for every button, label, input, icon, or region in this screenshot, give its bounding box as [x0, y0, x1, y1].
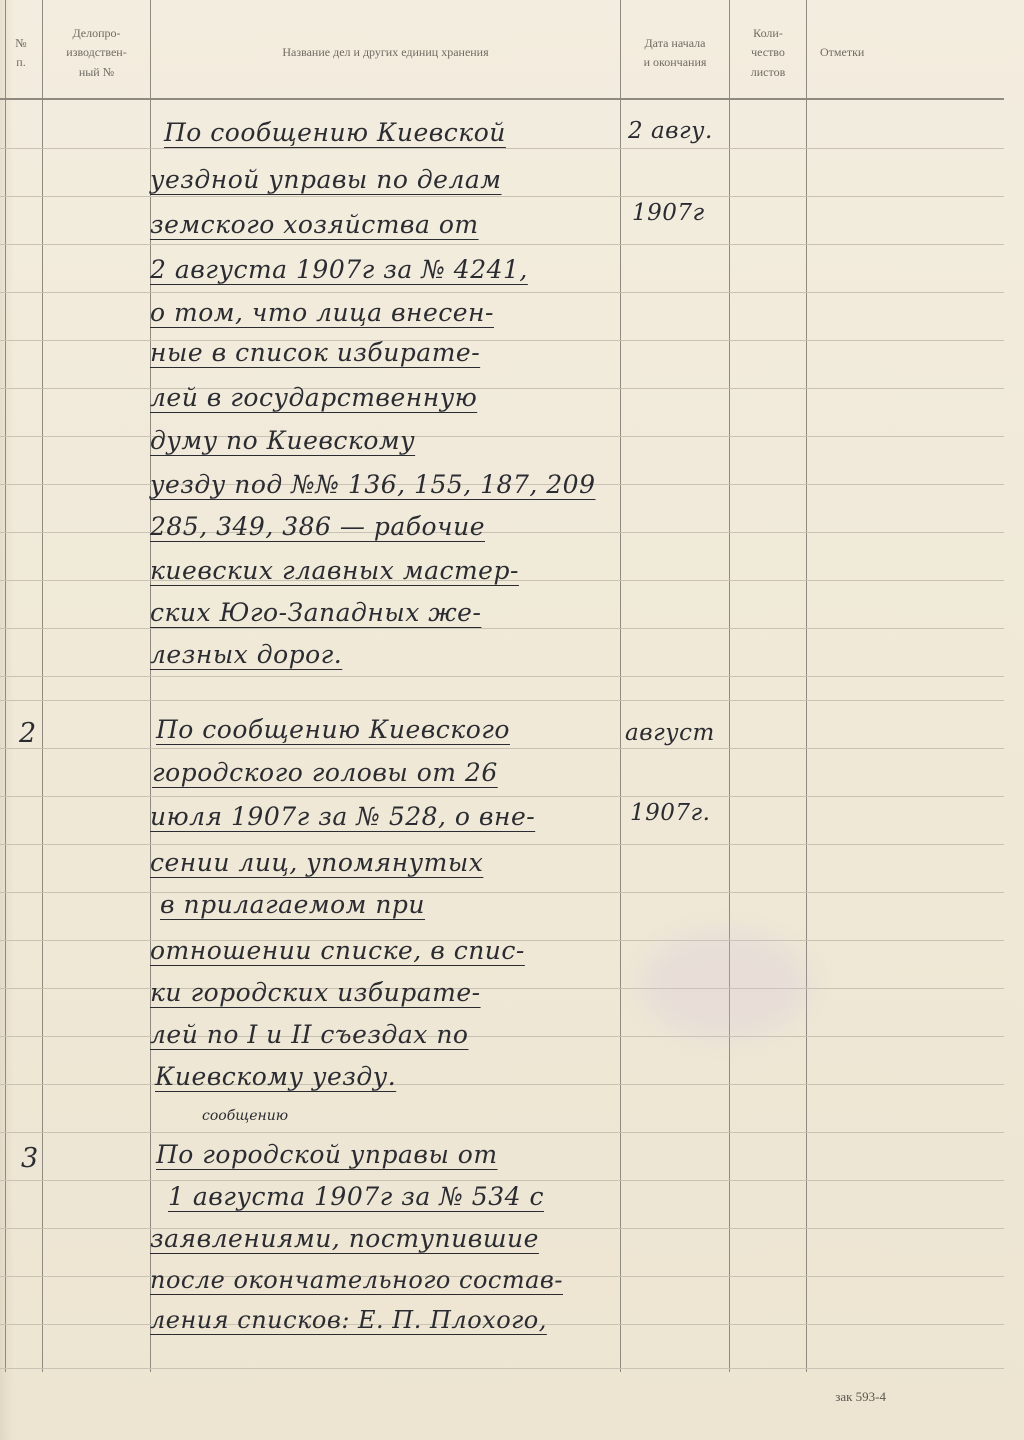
entry-text-line: ки городских избирате-: [150, 978, 481, 1007]
ruled-line: [0, 1132, 1004, 1133]
entry-text-line: думу по Киевскому: [150, 426, 416, 455]
print-order-number: зак 593-4: [835, 1389, 886, 1404]
entry-number: 2: [19, 718, 37, 749]
header-sheets: Коли- чество листов: [750, 26, 786, 79]
entry-text-line: городского головы от 26: [152, 758, 498, 787]
entry-text-line: уездной управы по делам: [150, 165, 502, 194]
ruled-line: [0, 844, 1004, 845]
entry-text-line: лей по I и II съездах по: [150, 1020, 469, 1049]
ruled-line: [0, 676, 1004, 677]
entry-text-line: о том, что лица внесен-: [150, 298, 494, 327]
entry-text-line: 1 августа 1907г за № 534 с: [168, 1182, 544, 1211]
column-divider: [42, 0, 43, 1372]
entry-text-line: июля 1907г за № 528, о вне-: [150, 802, 536, 831]
ruled-line: [0, 1368, 1004, 1369]
entry-text-line: ления списков: Е. П. Плохого,: [150, 1306, 547, 1334]
ruled-line: [0, 1084, 1004, 1085]
entry-text-line: уезду под №№ 136, 155, 187, 209: [150, 470, 596, 499]
entry-text-line: после окончательного состав-: [150, 1266, 563, 1294]
column-divider: [620, 0, 621, 1372]
ruled-line: [0, 196, 1004, 197]
header-bottom-line: [0, 98, 1004, 100]
entry-text-line: ные в список избирате-: [150, 338, 481, 367]
entry-text-line: лей в государственную: [150, 383, 478, 412]
entry-text-line: земского хозяйства от: [150, 210, 479, 239]
entry-date-start: август: [625, 720, 715, 746]
column-divider: [150, 0, 151, 1372]
ruled-line: [0, 748, 1004, 749]
ruled-line: [0, 1180, 1004, 1181]
header-title: Название дел и других единиц хранения: [282, 45, 489, 60]
entry-number: 3: [21, 1143, 39, 1174]
entry-text-line: Киевскому уезду.: [155, 1062, 397, 1091]
entry-date-end: 1907г.: [630, 800, 711, 826]
ruled-line: [0, 700, 1004, 701]
ruled-line: [0, 796, 1004, 797]
column-divider: [806, 0, 807, 1372]
entry-text-line: сении лиц, упомянутых: [150, 848, 484, 877]
entry-date-end: 1907г: [632, 200, 705, 226]
entry-text-line: в прилагаемом при: [160, 890, 426, 919]
entry-text-line: заявлениями, поступившие: [150, 1224, 539, 1253]
entry-text-line: ских Юго-Западных же-: [150, 598, 482, 627]
ruled-line: [0, 244, 1004, 245]
paper-stain: [640, 930, 810, 1040]
column-divider: [5, 0, 6, 1372]
header-office-number: Делопро- изводствен- ный №: [66, 26, 127, 79]
entry-text-line: По сообщению Киевской: [164, 118, 506, 147]
entry-text-line: лезных дорог.: [150, 640, 343, 669]
header-number: № п.: [15, 35, 27, 69]
ruled-line: [0, 148, 1004, 149]
entry-text-line: киевских главных мастер-: [150, 556, 519, 585]
header-notes: Отметки: [820, 45, 865, 60]
entry-insertion-note: сообщению: [202, 1108, 289, 1124]
column-divider: [729, 0, 730, 1372]
entry-text-line: 285, 349, 386 — рабочие: [150, 512, 485, 541]
entry-date-start: 2 авгу.: [628, 118, 713, 144]
ruled-line: [0, 892, 1004, 893]
entry-text-line: По сообщению Киевского: [156, 715, 510, 744]
entry-text-line: отношении списке, в спис-: [150, 936, 525, 965]
header-dates: Дата начала и окончания: [643, 35, 707, 69]
entry-text-line: 2 августа 1907г за № 4241,: [150, 255, 528, 284]
entry-text-line: По городской управы от: [156, 1140, 498, 1169]
ruled-line: [0, 292, 1004, 293]
ruled-line: [0, 628, 1004, 629]
